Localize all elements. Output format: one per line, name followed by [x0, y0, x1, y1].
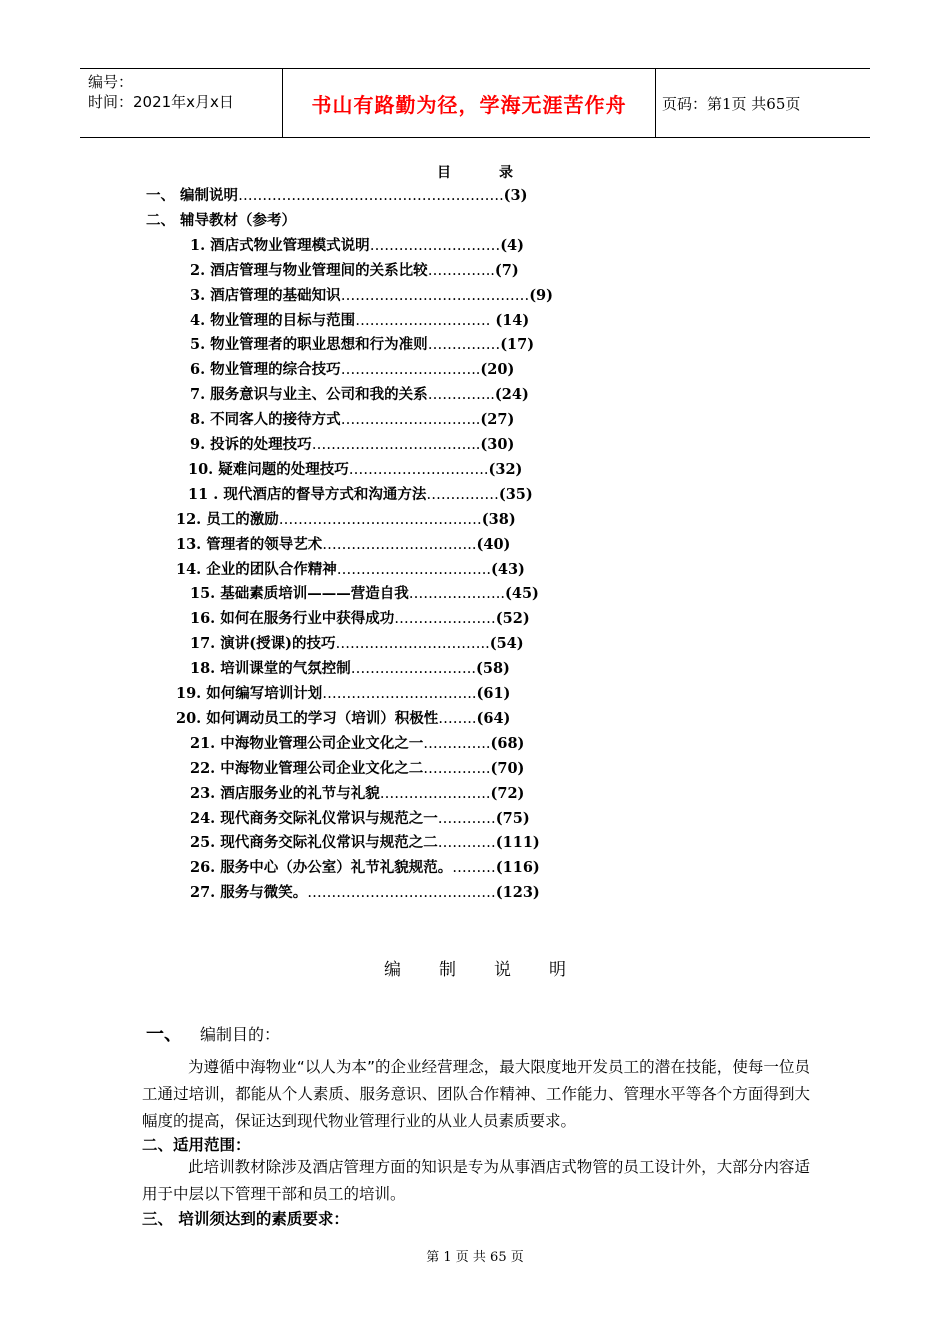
toc-item-page: (75): [495, 809, 530, 827]
toc-item: [190, 807, 530, 831]
toc-item-leader: …………………: [394, 611, 496, 628]
toc-item: [190, 757, 524, 781]
toc-item-leader: ……………………..: [350, 661, 476, 678]
toc-item-title: 9. 投诉的处理技巧: [190, 436, 312, 453]
toc-item-leader: …………..: [427, 262, 495, 279]
toc-item-leader: …………..: [423, 760, 491, 777]
toc-item-leader: ………………………..: [340, 362, 481, 379]
toc-item-title: 20. 如何调动员工的学习（培训）积极性: [176, 709, 439, 727]
toc-item-leader: …………………………..: [335, 636, 490, 653]
heading-requirements: 三、 培训须达到的素质要求：: [142, 1210, 349, 1228]
toc-item-title: 13. 管理者的领导艺术: [176, 535, 323, 553]
toc-item-title: 5. 物业管理者的职业思想和行为准则: [190, 336, 428, 354]
toc-item-title: 23. 酒店服务业的礼节与礼貌: [190, 784, 380, 802]
toc-item-leader: ………………………..: [348, 461, 489, 478]
heading-number: 一、: [146, 1024, 182, 1045]
toc-item-page: (38): [481, 510, 516, 528]
toc-item: [190, 259, 519, 283]
toc-item: [176, 508, 516, 532]
toc-item: [176, 533, 510, 557]
toc-item: [190, 782, 524, 806]
heading-purpose: [146, 1020, 280, 1046]
toc-item-title: 3. 酒店管理的基础知识: [190, 286, 341, 304]
toc-item-page: (68): [490, 734, 525, 752]
page-footer: 第 1 页 共 65 页: [426, 1250, 524, 1265]
toc-item-page: (116): [495, 859, 540, 877]
toc-item-page: (20): [480, 361, 515, 379]
toc-item-page: (58): [476, 660, 510, 678]
toc-item-title: 27. 服务与微笑。: [190, 884, 308, 902]
toc-item-leader: ………: [452, 860, 496, 877]
toc-item-title: 4. 物业管理的目标与范围: [190, 311, 356, 329]
toc-item-page: (30): [480, 436, 515, 453]
toc-item: [190, 856, 540, 880]
toc-item-leader: …………..: [423, 735, 491, 752]
toc-item-title: 17. 演讲(授课)的技巧: [190, 635, 336, 653]
toc-item-leader: ………………………..: [340, 412, 481, 429]
toc-item-title: 8. 不同客人的接待方式: [190, 411, 341, 429]
toc-item-page: (32): [488, 460, 523, 478]
toc-item-page: (54): [489, 635, 524, 653]
heading-text: 编制目的：: [200, 1025, 281, 1044]
toc-item-title: 14. 企业的团队合作精神: [176, 560, 337, 578]
toc-item-title: 19. 如何编写培训计划: [176, 685, 323, 702]
toc-item-title: 18. 培训课堂的气氛控制: [190, 660, 351, 678]
toc-item-page: (40): [476, 535, 511, 553]
toc-item: [190, 881, 540, 905]
toc-item-page: (4): [500, 236, 524, 254]
toc-item-leader: ……………………….: [355, 312, 491, 329]
header-page-info: 页码：第1页 共65页: [662, 94, 801, 113]
toc-item-leader: ……..: [438, 710, 477, 727]
toc-item-title: 25. 现代商务交际礼仪常识与规范之二: [190, 834, 438, 852]
toc-item: [190, 831, 540, 855]
toc-item-title: 16. 如何在服务行业中获得成功: [190, 610, 395, 628]
toc-item-title: 15. 基础素质培训———营造自我: [190, 585, 409, 603]
date-label: 时间：2021年x月x日: [88, 93, 234, 111]
toc-item-leader: …………: [437, 810, 496, 827]
toc-item: [190, 234, 524, 258]
toc-item-leader: …………………………..: [322, 536, 477, 553]
toc-item-leader: ……………………………………: [278, 511, 482, 528]
toc-item: [190, 333, 534, 357]
toc-item: [176, 682, 510, 706]
toc-item-title: 二、 辅导教材（参考）: [146, 211, 297, 229]
toc-item-title: 1. 酒店式物业管理模式说明: [190, 236, 370, 254]
toc-item-leader: …………………………..: [322, 686, 477, 702]
paragraph-scope: 此培训教材除涉及酒店管理方面的知识是专为从事酒店式物管的员工设计外，大部分内容适用于中层以下管理干部和员工的培训。: [142, 1158, 810, 1203]
toc-item-leader: ………………………: [369, 237, 501, 254]
toc-item-page: (14): [490, 311, 530, 329]
toc-item: [188, 458, 522, 482]
toc-item-title: 22. 中海物业管理公司企业文化之二: [190, 759, 424, 777]
page-header: [80, 68, 870, 138]
toc-item: [190, 632, 524, 656]
toc-item-leader: ……………: [426, 486, 499, 503]
toc-item-page: (64): [476, 709, 511, 727]
toc-item: [190, 358, 514, 382]
toc-item-page: (43): [491, 560, 525, 578]
toc-item-page: (123): [495, 884, 540, 902]
toc-item-leader: ……………: [427, 337, 501, 354]
toc-item: [176, 707, 510, 731]
toc-item: [190, 383, 529, 407]
toc-item-page: (3): [503, 187, 528, 204]
toc-item: [190, 408, 514, 432]
toc-item: [190, 433, 514, 457]
toc-item: [190, 732, 524, 756]
toc-item-title: 24. 现代商务交际礼仪常识与规范之一: [190, 809, 438, 827]
toc-item: [146, 184, 527, 208]
toc-item-leader: …………………………………: [340, 287, 530, 304]
toc-item-leader: ………………..: [408, 586, 505, 603]
toc-item-page: (45): [505, 585, 539, 603]
toc-item-leader: …………..: [427, 387, 495, 404]
toc-item-title: 7. 服务意识与业主、公司和我的关系: [190, 386, 428, 404]
toc-item-title: 21. 中海物业管理公司企业文化之一: [190, 734, 424, 752]
toc-item-title: 2. 酒店管理与物业管理间的关系比较: [190, 261, 428, 279]
toc-item: [190, 582, 539, 606]
toc-item-page: (52): [495, 610, 530, 628]
toc-item-page: (9): [529, 286, 553, 304]
toc-item-page: (72): [490, 784, 525, 802]
header-meta: [80, 69, 280, 137]
toc-item-title: 10. 疑难问题的处理技巧: [188, 460, 349, 478]
toc-item-page: (17): [500, 336, 535, 354]
toc-item: [190, 657, 510, 681]
number-label: 编号：: [88, 73, 134, 91]
toc-title: 目录: [437, 165, 561, 181]
toc-item-title: 6. 物业管理的综合技巧: [190, 361, 341, 379]
paragraph-purpose: 为遵循中海物业“以人为本”的企业经营理念，最大限度地开发员工的潜在技能，使每一位员工通过培训，都能从个人素质、服务意识、团队合作精神、工作能力、管理水平等各个方面得到大幅度的提高，保证达到现代物业管理行业的从业人员素质要求。: [142, 1058, 810, 1130]
section-title: 编制说明: [384, 960, 604, 980]
toc-item-title: 12. 员工的激励: [176, 510, 279, 528]
toc-item-page: (7): [494, 261, 519, 279]
toc-item: [190, 309, 529, 333]
toc-item-page: (61): [476, 685, 511, 702]
toc-item-title: 26. 服务中心（办公室）礼节礼貌规范。: [190, 859, 453, 877]
toc-item-page: (111): [495, 834, 540, 852]
header-motto: 书山有路勤为径，学海无涯苦作舟: [282, 69, 656, 137]
toc-item-leader: …………: [437, 835, 496, 852]
toc-item-leader: …………………..: [379, 785, 491, 802]
toc-item-leader: …………………………………: [307, 885, 496, 902]
toc-item-leader: ……………………………..: [311, 437, 481, 453]
toc-item: [188, 483, 533, 507]
toc-item: [190, 284, 553, 308]
toc-item-page: (35): [498, 485, 533, 503]
toc-item-page: (27): [480, 411, 515, 429]
toc-item-title: 一、 编制说明: [146, 187, 239, 204]
toc-item-leader: …………………………..: [336, 561, 491, 578]
toc-item-page: (24): [494, 386, 529, 404]
toc-item: [176, 558, 525, 582]
toc-item: [190, 607, 530, 631]
heading-scope: 二、适用范围：: [142, 1136, 251, 1154]
toc-item: [146, 209, 296, 233]
toc-item-title: 11 . 现代酒店的督导方式和沟通方法: [188, 485, 427, 503]
toc-item-page: (70): [490, 759, 525, 777]
toc-item-leader: ……………………………………………….: [238, 188, 504, 204]
